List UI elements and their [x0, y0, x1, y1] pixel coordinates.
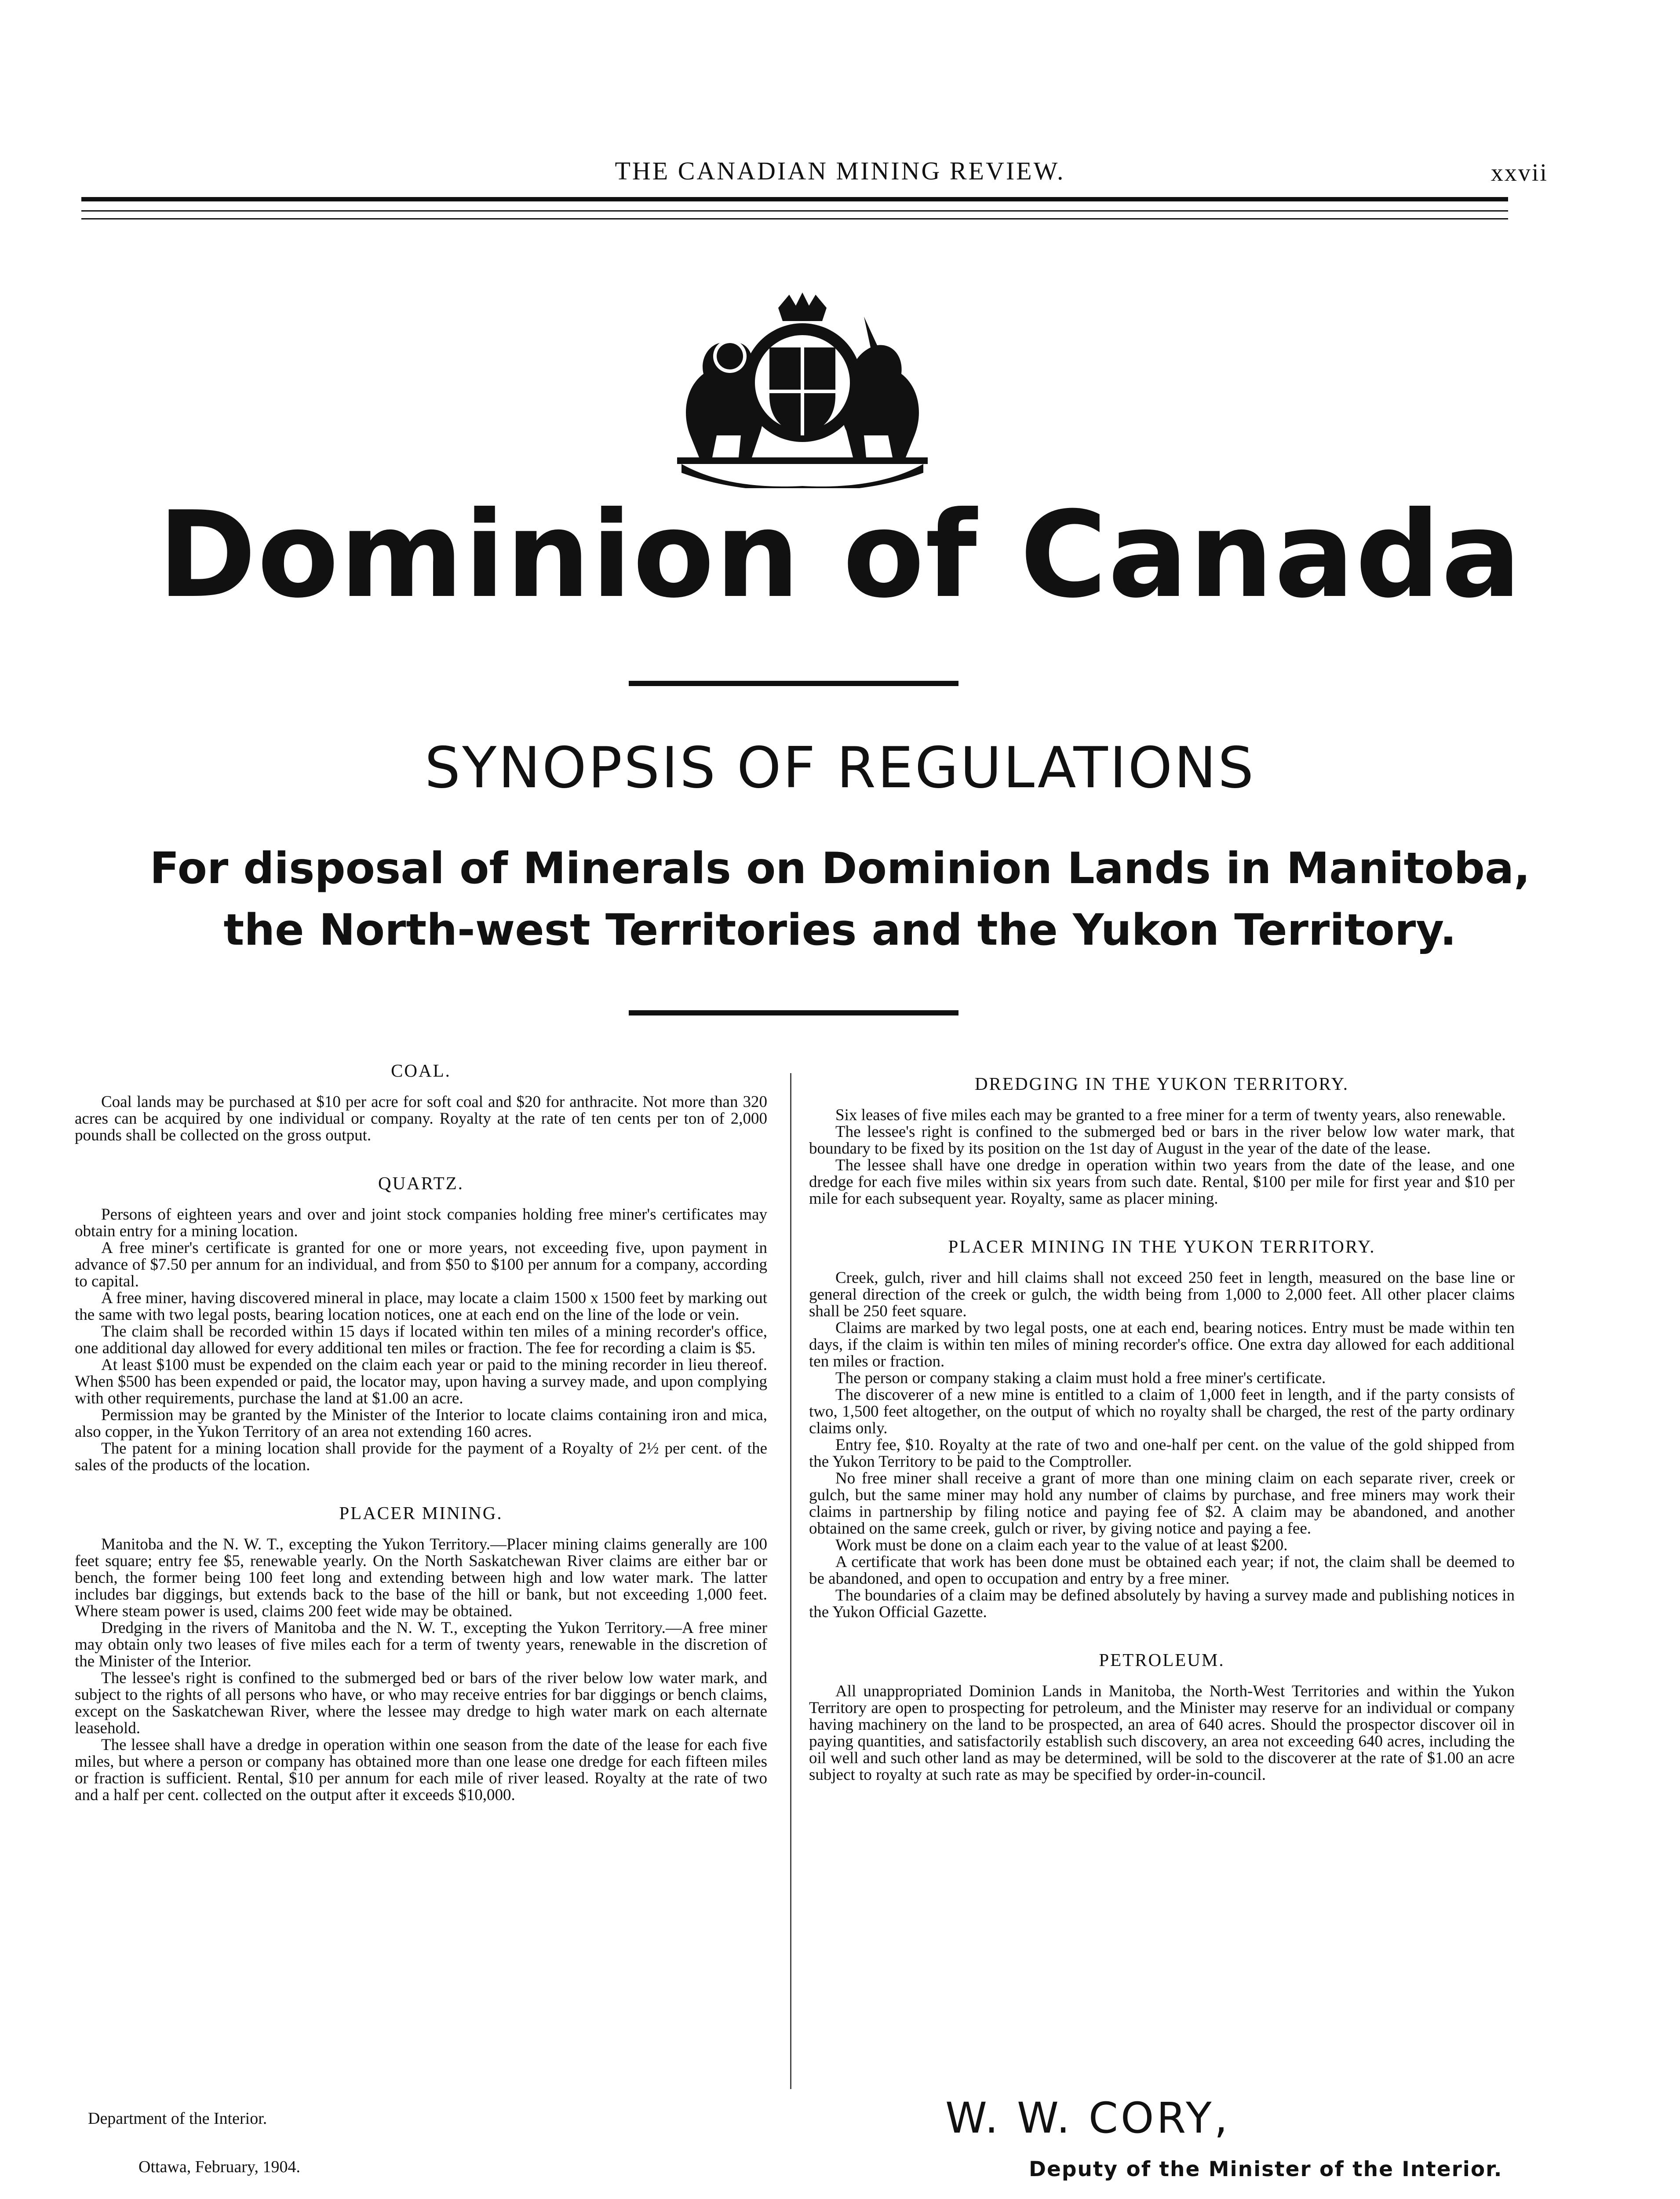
paragraph: No free miner shall receive a grant of more than one mining claim on each separate river, creek or gulch, but the same miner may hold any number of claims by purchase, and free miners may work their claims in partnership by filing notice and paying fee of $2. A claim may be abandoned, and another obtained on the same creek, gulch or river, by giving notice and paying a fee.	[809, 1469, 1515, 1538]
paragraph: All unappropriated Dominion Lands in Manitoba, the North-West Territories and within the Yukon Territory are open to prospecting for petroleum, and the Minister may reserve for an individual or company having machinery on the land to be prospected, an area of 640 acres. Should the prospector discover oil in paying quantities, and satisfactorily establish such discovery, an area not exceeding 640 acres, including the oil well and such other land as may be determined, will be sold to the discoverer at the rate of $1.00 an acre subject to royalty at such rate as may be specified by order-in-council.	[809, 1682, 1515, 1784]
paragraph: Manitoba and the N. W. T., excepting the Yukon Territory.—Placer mining claims generally are 100 feet square; entry fee $5, renewable yearly. On the North Saskatchewan River claims are either bar or bench, the former being 100 feet long and extending between high and low water mark. The latter includes bar diggings, but extends back to the base of the hill or bank, but not exceeding 1,000 feet. Where steam power is used, claims 200 feet wide may be obtained.	[75, 1535, 767, 1620]
page-number: xxvii	[1490, 159, 1548, 186]
journal-title: THE CANADIAN MINING REVIEW.	[615, 157, 1065, 185]
section-heading: DREDGING IN THE YUKON TERRITORY.	[974, 1074, 1349, 1094]
paragraph: The lessee's right is confined to the submerged bed or bars of the river below low water mark, and subject to the rights of all persons who have, or who may receive entries for bar diggings or bench claims, except on the Saskatchewan River, where the lessee may dredge to high water mark on each alternate leasehold.	[75, 1669, 767, 1737]
crest-motto-center: ET MON	[789, 479, 823, 488]
paragraph: Claims are marked by two legal posts, one at each end, bearing notices. Entry must be made within ten days, if the claim is within ten miles of mining recorder's office. One extra day allowed for each additional ten miles or fraction.	[809, 1319, 1515, 1370]
subtitle	[0, 838, 1680, 961]
crest-motto-right: DROIT	[862, 470, 889, 479]
paragraph: Six leases of five miles each may be granted to a free miner for a term of twenty years, also renewable.	[835, 1106, 1506, 1124]
subtitle-line-1: For disposal of Minerals on Dominion Lands in Manitoba,	[149, 844, 1531, 894]
header-rule-thin-2	[81, 218, 1508, 219]
running-head	[0, 156, 1680, 196]
paragraph: Persons of eighteen years and over and joint stock companies holding free miner's certificates may obtain entry for a mining location.	[75, 1205, 767, 1240]
section-heading: PLACER MINING IN THE YUKON TERRITORY.	[948, 1236, 1376, 1257]
department-line: Department of the Interior.	[88, 2109, 267, 2128]
subtitle-line-2: the North-west Territories and the Yukon Territory.	[223, 905, 1457, 955]
section-quartz	[75, 1175, 767, 1474]
left-column	[75, 1062, 767, 1804]
paragraph: The discoverer of a new mine is entitled to a claim of 1,000 feet in length, and if the party consists of two, 1,500 feet altogether, on the output of which no royalty shall be charged, the rest of the party ordinary claims only.	[809, 1386, 1515, 1437]
paragraph: The person or company staking a claim must hold a free miner's certificate.	[835, 1369, 1326, 1387]
paragraph: The claim shall be recorded within 15 days if located within ten miles of a mining recorder's office, one additional day allowed for every additional ten miles or fraction. The fee for recording a claim is $5.	[75, 1322, 767, 1357]
place-date-line: Ottawa, February, 1904.	[138, 2158, 300, 2176]
paragraph: The lessee shall have one dredge in operation within two years from the date of the lease, and one dredge for each five miles within six years from such date. Rental, $100 per mile for first year and $10 per mile for each subsequent year. Royalty, same as placer mining.	[809, 1156, 1515, 1208]
section-petroleum	[809, 1651, 1515, 1783]
paragraph: The lessee's right is confined to the submerged bed or bars in the river below low water mark, that boundary to be fixed by its position on the 1st day of August in the year of the date of the lease.	[809, 1123, 1515, 1158]
paragraph: A free miner, having discovered mineral in place, may locate a claim 1500 x 1500 feet by marking out the same with two legal posts, bearing location notices, one at each end on the line of the lode or vein.	[75, 1289, 767, 1324]
section-heading: QUARTZ.	[378, 1173, 464, 1193]
paragraph: A certificate that work has been done must be obtained each year; if not, the claim shall be deemed to be abandoned, and open to occupation and entry by a free miner.	[809, 1553, 1515, 1588]
section-heading: COAL.	[391, 1060, 451, 1081]
subtitle-rule	[629, 1010, 958, 1015]
paragraph: Work must be done on a claim each year to the value of at least $200.	[835, 1536, 1288, 1554]
crest-motto-left: DIEU	[717, 470, 738, 479]
section-dredging-yukon	[809, 1075, 1515, 1207]
synopsis-heading: SYNOPSIS OF REGULATIONS	[424, 735, 1256, 801]
section-coal	[75, 1062, 767, 1144]
title-rule	[629, 681, 958, 686]
paragraph: The lessee shall have a dredge in operation within one season from the date of the lease for each five miles, but where a person or company has obtained more than one lease one dredge for each fifteen miles or fraction is sufficient. Rental, $10 per annum for each mile of river leased. Royalty at the rate of two and a half per cent. collected on the output after it exceeds $10,000.	[75, 1736, 767, 1804]
right-column	[809, 1075, 1515, 1783]
paragraph: The patent for a mining location shall provide for the payment of a Royalty of 2½ per cent. of the sales of the products of the location.	[75, 1439, 767, 1474]
paragraph: At least $100 must be expended on the claim each year or paid to the mining recorder in lieu thereof. When $500 has been expended or paid, the locator may, upon having a survey made, and upon complying with other requirements, purchase the land at $1.00 an acre.	[75, 1356, 767, 1407]
signer-title: Deputy of the Minister of the Interior.	[1029, 2157, 1503, 2181]
paragraph: Dredging in the rivers of Manitoba and the N. W. T., excepting the Yukon Territory.—A free miner may obtain only two leases of five miles each for a term of twenty years, renewable in the discretion of the Minister of the Interior.	[75, 1619, 767, 1670]
royal-coat-of-arms-icon	[664, 290, 941, 488]
paragraph: The boundaries of a claim may be defined absolutely by having a survey made and publishing notices in the Yukon Official Gazette.	[809, 1586, 1515, 1621]
section-heading: PETROLEUM.	[1099, 1650, 1225, 1670]
signer-name: W. W. CORY,	[945, 2093, 1231, 2143]
section-placer-mining-yukon	[809, 1238, 1515, 1621]
header-rule-thin	[81, 210, 1508, 212]
section-heading: PLACER MINING.	[339, 1503, 503, 1523]
section-placer-mining	[75, 1505, 767, 1804]
column-divider	[790, 1073, 791, 2089]
paragraph: A free miner's certificate is granted for one or more years, not exceeding five, upon payment in advance of $7.50 per annum for an individual, and from $50 to $100 per annum for a company, according to capital.	[75, 1239, 767, 1290]
paragraph: Permission may be granted by the Minister of the Interior to locate claims containing iron and mica, also copper, in the Yukon Territory of an area not extending 160 acres.	[75, 1406, 767, 1441]
paragraph: Coal lands may be purchased at $10 per acre for soft coal and $20 for anthracite. Not more than 320 acres can be acquired by one individual or company. Royalty at the rate of ten cents per ton of 2,000 pounds shall be collected on the gross output.	[75, 1093, 767, 1144]
paragraph: Creek, gulch, river and hill claims shall not exceed 250 feet in length, measured on the base line or general direction of the creek or gulch, the width being from 1,000 to 2,000 feet. All other placer claims shall be 250 feet square.	[809, 1269, 1515, 1320]
paragraph: Entry fee, $10. Royalty at the rate of two and one-half per cent. on the value of the gold shipped from the Yukon Territory to be paid to the Comptroller.	[809, 1436, 1515, 1471]
main-title: Dominion of Canada	[157, 486, 1523, 624]
header-rule	[81, 197, 1508, 201]
